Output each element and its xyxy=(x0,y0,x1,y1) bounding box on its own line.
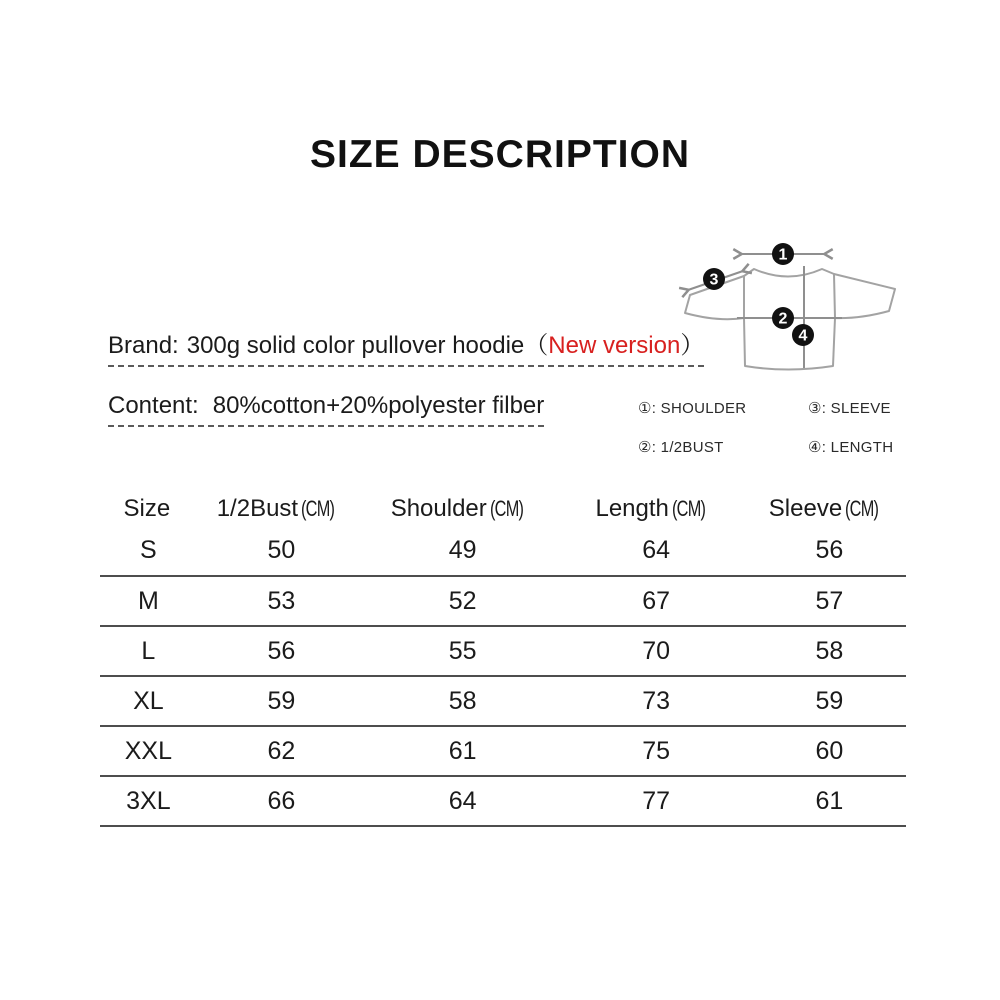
length-cell: 64 xyxy=(559,526,752,576)
sleeve-cell: 61 xyxy=(753,776,906,826)
bust-cell: 53 xyxy=(197,576,366,626)
hoodie-measurement-diagram xyxy=(648,226,948,394)
marker-3-number: 3 xyxy=(709,271,719,289)
header-sleeve: Sleeve (CM) xyxy=(768,495,879,522)
shoulder-cell: 55 xyxy=(366,626,559,676)
bust-cell: 59 xyxy=(197,676,366,726)
legend-item-sleeve: ③: SLEEVE xyxy=(808,400,891,417)
table-row-s xyxy=(100,526,906,576)
bust-cell: 66 xyxy=(197,776,366,826)
table-row-xl xyxy=(100,676,906,726)
brand-highlight: New version xyxy=(548,332,681,359)
sleeve-cell: 59 xyxy=(753,676,906,726)
marker-1-number: 1 xyxy=(778,246,788,264)
sleeve-cell: 58 xyxy=(753,626,906,676)
page-title: SIZE DESCRIPTION xyxy=(309,133,691,176)
header-shoulder: Shoulder (CM) xyxy=(390,495,523,522)
table-row-3xl xyxy=(100,776,906,826)
shoulder-cell: 52 xyxy=(366,576,559,626)
table-row-l xyxy=(100,626,906,676)
table-row-xxl xyxy=(100,726,906,776)
bust-cell: 50 xyxy=(197,526,366,576)
length-cell: 77 xyxy=(559,776,752,826)
legend-item-shoulder: ①: SHOULDER xyxy=(638,400,747,417)
legend-item-length: ④: LENGTH xyxy=(808,439,894,456)
size-table-header-row xyxy=(100,492,906,526)
sleeve-cell: 60 xyxy=(753,726,906,776)
marker-2-number: 2 xyxy=(778,310,788,328)
shoulder-cell: 61 xyxy=(366,726,559,776)
size-cell: 3XL xyxy=(100,776,197,826)
sleeve-cell: 56 xyxy=(753,526,906,576)
header-bust: 1/2Bust (CM) xyxy=(216,495,335,522)
sleeve-cell: 57 xyxy=(753,576,906,626)
brand-underlined-text xyxy=(108,325,704,367)
size-cell: M xyxy=(100,576,197,626)
content-line xyxy=(108,392,544,427)
shoulder-cell: 58 xyxy=(366,676,559,726)
size-cell: XXL xyxy=(100,726,197,776)
brand-paren-open: （ xyxy=(524,332,549,359)
length-cell: 67 xyxy=(559,576,752,626)
brand-line xyxy=(108,325,704,367)
measurement-legend xyxy=(638,399,893,456)
length-cell: 73 xyxy=(559,676,752,726)
bust-cell: 62 xyxy=(197,726,366,776)
legend-item-bust: ②: 1/2BUST xyxy=(638,439,724,456)
length-cell: 75 xyxy=(559,726,752,776)
brand-paren-close: ） xyxy=(680,332,705,359)
size-cell: XL xyxy=(100,676,197,726)
brand-label: Brand: xyxy=(108,332,179,359)
length-cell: 70 xyxy=(559,626,752,676)
shoulder-cell: 49 xyxy=(366,526,559,576)
size-cell: S xyxy=(100,526,197,576)
brand-value: 300g solid color pullover hoodie xyxy=(186,332,525,359)
header-length: Length (CM) xyxy=(595,495,706,522)
size-cell: L xyxy=(100,626,197,676)
shoulder-cell: 64 xyxy=(366,776,559,826)
marker-4-number: 4 xyxy=(798,327,808,345)
bust-cell: 56 xyxy=(197,626,366,676)
size-table xyxy=(100,492,906,827)
content-value: 80%cotton+20%polyester filber xyxy=(212,392,545,419)
content-label: Content: xyxy=(108,392,199,419)
table-row-m xyxy=(100,576,906,626)
content-underlined-text xyxy=(108,392,544,427)
hoodie-right-sleeve xyxy=(834,274,895,318)
header-size: Size xyxy=(123,495,171,522)
